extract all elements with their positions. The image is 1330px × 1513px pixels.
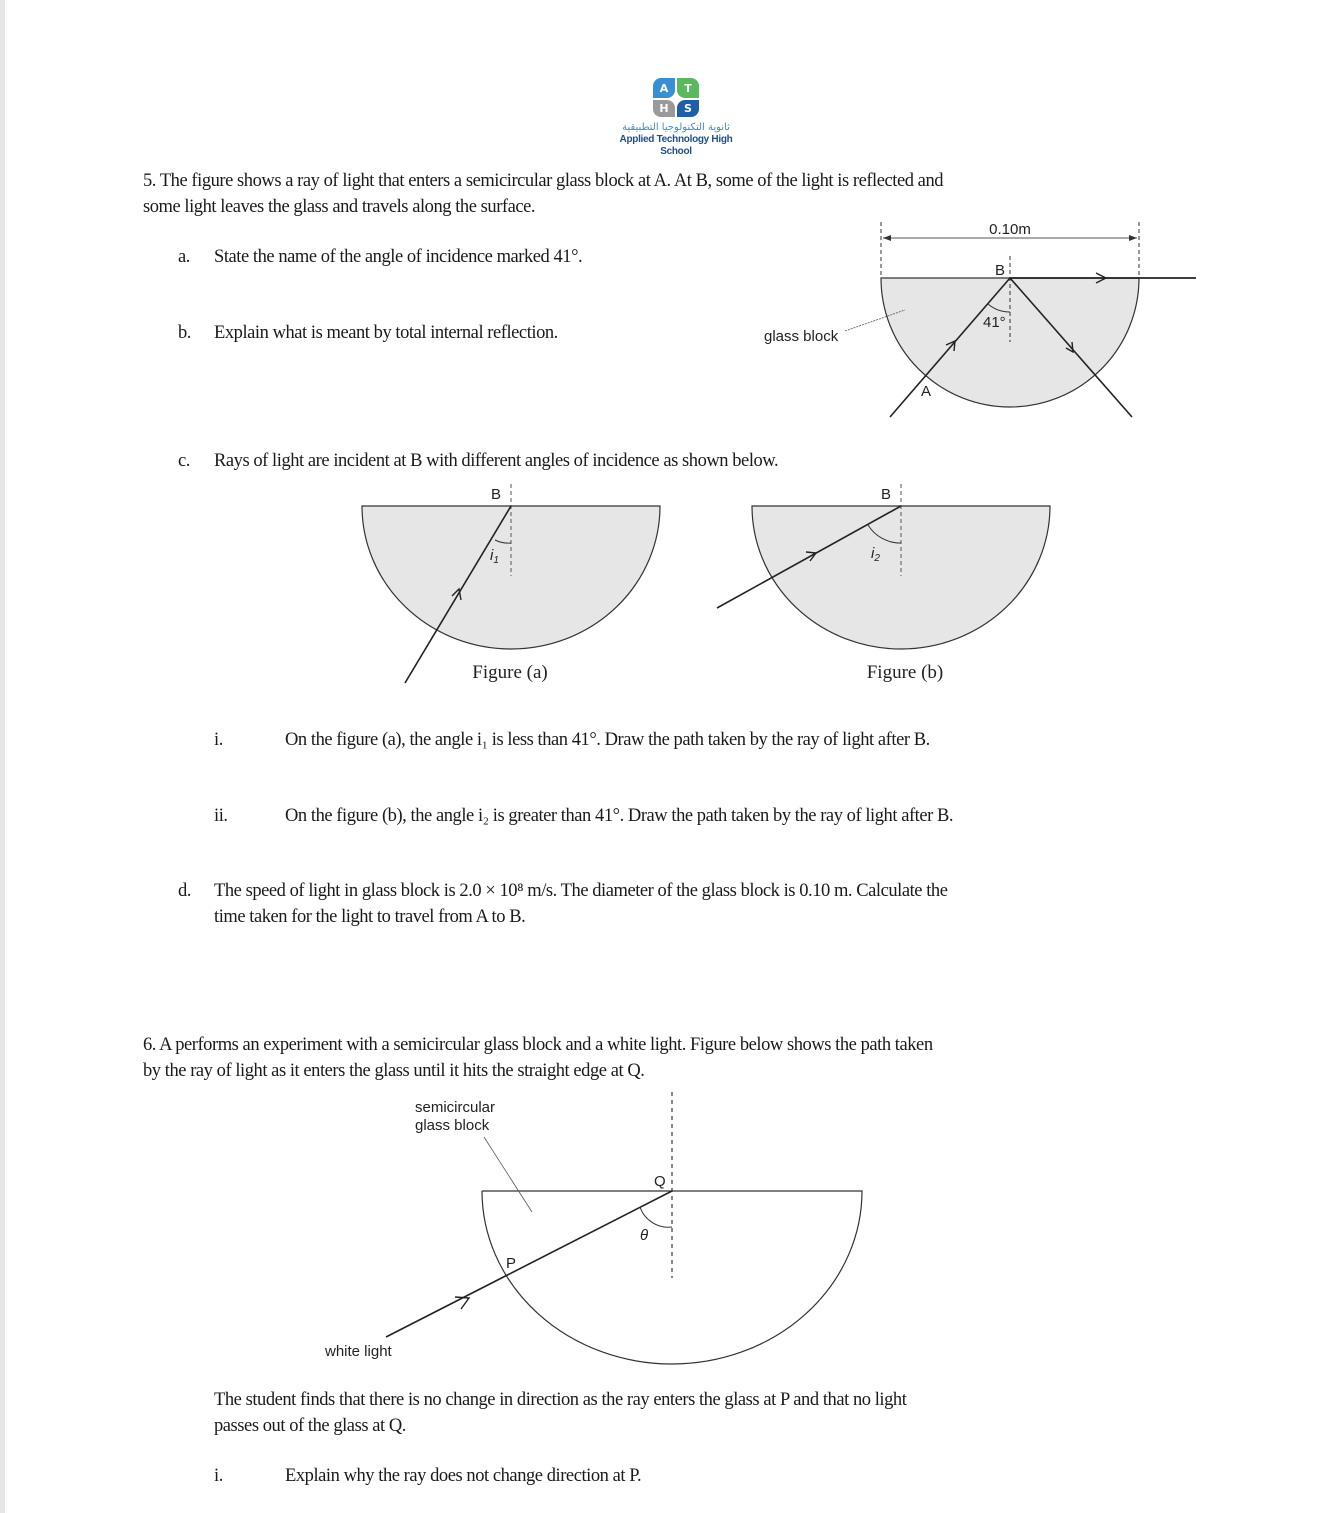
figure-a-point-b: B <box>491 486 502 503</box>
q5-intro-line2: some light leaves the glass and travels along the surface. <box>143 197 536 217</box>
q5-number: 5. <box>143 171 156 191</box>
logo-tile-t: T <box>677 78 699 98</box>
figure-b <box>700 480 1060 690</box>
q5ci <box>214 727 930 753</box>
angle-41-label: 41° <box>983 314 1006 331</box>
q6i <box>214 1463 641 1489</box>
glass-block-shape <box>881 278 1139 407</box>
q6i-text: Explain why the ray does not change direction at P. <box>285 1466 642 1486</box>
q5b-label: b. <box>178 323 191 343</box>
q6-intro <box>143 1032 1223 1084</box>
q6-intro-line2: by the ray of light as it enters the glass until it hits the straight edge at Q. <box>143 1061 645 1081</box>
angle-theta-label: θ <box>640 1227 649 1244</box>
logo-tile-a: A <box>653 78 675 98</box>
q6-para-line2: passes out of the glass at Q. <box>214 1416 406 1436</box>
q5-intro <box>143 168 1223 220</box>
point-b-label: B <box>995 262 1006 279</box>
q5c-label: c. <box>178 451 190 471</box>
figure-a <box>350 480 680 690</box>
glass-label-line1: semicircular <box>415 1099 496 1116</box>
logo-arabic-name: ثانوية التكنولوجيا التطبيقية <box>622 122 730 133</box>
q6-paragraph <box>214 1387 1214 1439</box>
q5d-line2: time taken for the light to travel from A to B. <box>214 907 526 927</box>
q5a-label: a. <box>178 247 190 267</box>
q5b <box>178 320 558 346</box>
logo-tile-s: S <box>677 100 699 117</box>
q5b-text: Explain what is meant by total internal reflection. <box>214 323 558 343</box>
q5d-label: d. <box>178 881 191 901</box>
q5c <box>178 448 778 474</box>
white-light-label: white light <box>325 1343 392 1360</box>
q5cii-text: On the figure (b), the angle i₂ is greater than 41°. Draw the path taken by the ray of light after B. <box>285 806 954 826</box>
q5ci-label: i. <box>214 730 223 750</box>
q5cii <box>214 803 953 829</box>
q5cii-label: ii. <box>214 806 228 826</box>
q5a-text: State the name of the angle of incidence marked 41°. <box>214 247 583 267</box>
point-p-label: P <box>506 1255 517 1272</box>
q5c-text: Rays of light are incident at B with different angles of incidence as shown below. <box>214 451 779 471</box>
q6i-label: i. <box>214 1466 223 1486</box>
figure-b-caption: Figure (b) <box>866 662 944 683</box>
logo-tiles <box>651 76 701 120</box>
figure-a-caption: Figure (a) <box>472 662 548 683</box>
school-logo <box>608 76 744 158</box>
point-a-label: A <box>921 383 932 400</box>
dimension-label: 0.10m <box>989 221 1031 238</box>
glass-block-label: glass block <box>764 328 839 345</box>
angle-i1-label: $i_1$ <box>490 547 499 566</box>
q6-number: 6. <box>143 1035 156 1055</box>
point-q-label: Q <box>654 1173 666 1190</box>
q6-intro-line1: A performs an experiment with a semicircular glass block and a white light. Figure below shows the path taken <box>159 1035 933 1055</box>
q6-para-line1: The student finds that there is no change in direction as the ray enters the glass at P and that no light <box>214 1390 907 1410</box>
q5ci-text: On the figure (a), the angle i₁ is less than 41°. Draw the path taken by the ray of light after B. <box>285 730 930 750</box>
q5a <box>178 244 582 270</box>
q5d <box>178 878 1198 930</box>
logo-english-name: Applied Technology High School <box>619 134 733 157</box>
angle-i2-label: $i_2$ <box>871 545 880 564</box>
glass-label-line2: glass block <box>415 1117 490 1134</box>
q5-main-figure <box>750 215 1210 425</box>
figure-b-point-b: B <box>881 486 892 503</box>
logo-tile-h: H <box>653 100 675 117</box>
page-edge <box>0 0 5 1513</box>
q6-figure <box>310 1085 880 1375</box>
q5d-line1: The speed of light in glass block is 2.0 × 10⁸ m/s. The diameter of the glass block is 0.10 m. Calculate the <box>214 881 948 901</box>
q5-intro-line1: The figure shows a ray of light that enters a semicircular glass block at A. At B, some of the light is reflected and <box>159 171 944 191</box>
